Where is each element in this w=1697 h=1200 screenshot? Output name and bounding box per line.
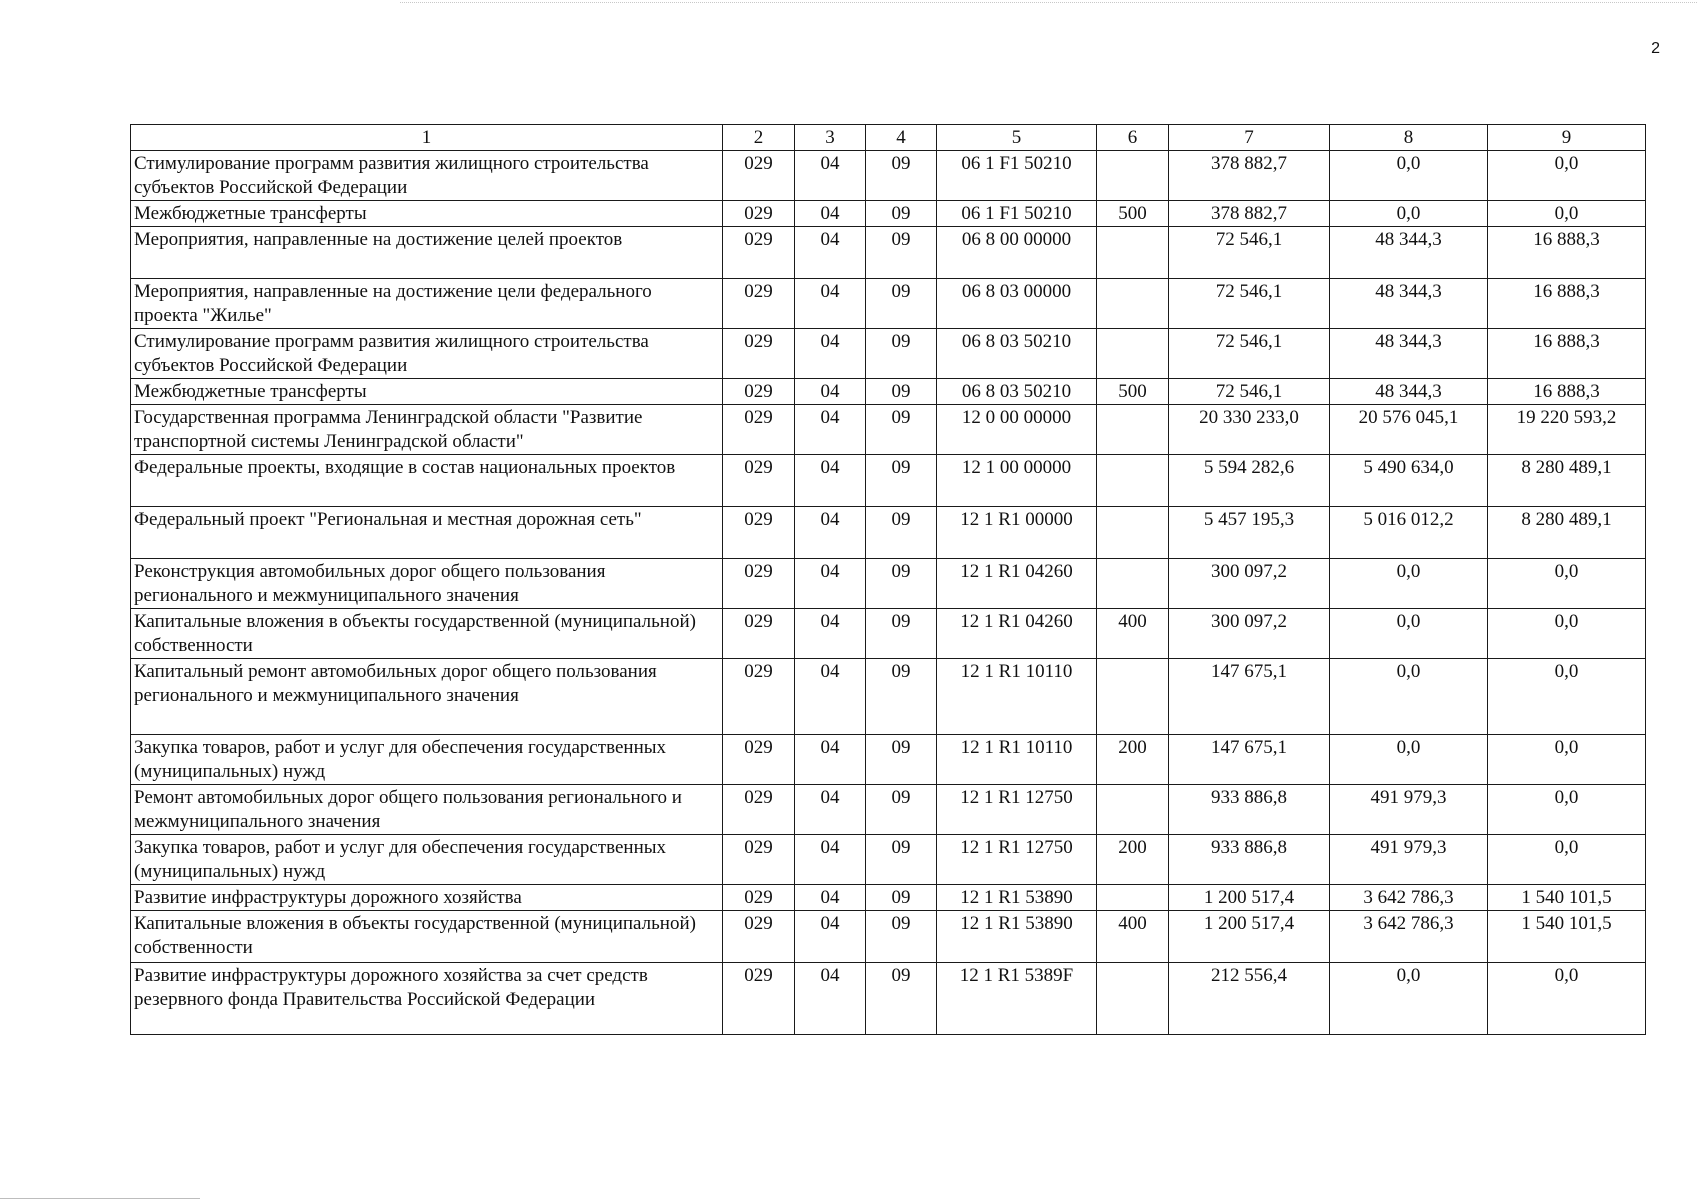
- row-admin-code: 029: [723, 151, 795, 201]
- row-subsection: 09: [866, 835, 937, 885]
- row-expense-type: 200: [1097, 835, 1169, 885]
- row-amount-col7: 300 097,2: [1169, 559, 1330, 609]
- row-section: 04: [795, 911, 866, 963]
- table-row: [131, 455, 1646, 507]
- row-amount-col9: 0,0: [1488, 835, 1646, 885]
- row-name: Ремонт автомобильных дорог общего пользования регионального и межмуниципального значения: [131, 785, 723, 835]
- row-subsection: 09: [866, 227, 937, 279]
- row-section: 04: [795, 735, 866, 785]
- header-cell: 5: [937, 125, 1097, 151]
- row-expense-type: [1097, 559, 1169, 609]
- row-admin-code: 029: [723, 885, 795, 911]
- table-row: [131, 963, 1646, 1035]
- row-amount-col8: 491 979,3: [1330, 835, 1488, 885]
- scan-edge-top: [400, 2, 1697, 3]
- row-target-code: 12 1 R1 12750: [937, 785, 1097, 835]
- row-amount-col7: 72 546,1: [1169, 227, 1330, 279]
- row-amount-col9: 1 540 101,5: [1488, 885, 1646, 911]
- row-target-code: 06 8 03 50210: [937, 329, 1097, 379]
- row-amount-col9: 8 280 489,1: [1488, 507, 1646, 559]
- row-amount-col7: 72 546,1: [1169, 379, 1330, 405]
- row-section: 04: [795, 559, 866, 609]
- row-subsection: 09: [866, 609, 937, 659]
- table-row: [131, 329, 1646, 379]
- row-expense-type: [1097, 329, 1169, 379]
- row-amount-col9: 1 540 101,5: [1488, 911, 1646, 963]
- row-expense-type: [1097, 785, 1169, 835]
- row-admin-code: 029: [723, 609, 795, 659]
- row-expense-type: 400: [1097, 609, 1169, 659]
- page-number: 2: [1651, 40, 1660, 57]
- header-cell: 7: [1169, 125, 1330, 151]
- row-name: Реконструкция автомобильных дорог общего пользования регионального и межмуниципального значения: [131, 559, 723, 609]
- table-row: [131, 227, 1646, 279]
- row-amount-col8: 0,0: [1330, 201, 1488, 227]
- row-section: 04: [795, 785, 866, 835]
- row-amount-col7: 1 200 517,4: [1169, 911, 1330, 963]
- budget-table: [130, 124, 1646, 1035]
- row-subsection: 09: [866, 151, 937, 201]
- row-target-code: 06 8 03 50210: [937, 379, 1097, 405]
- row-subsection: 09: [866, 785, 937, 835]
- row-admin-code: 029: [723, 405, 795, 455]
- header-cell: 4: [866, 125, 937, 151]
- header-cell: 1: [131, 125, 723, 151]
- row-section: 04: [795, 835, 866, 885]
- row-amount-col9: 19 220 593,2: [1488, 405, 1646, 455]
- row-amount-col8: 5 016 012,2: [1330, 507, 1488, 559]
- row-section: 04: [795, 279, 866, 329]
- row-admin-code: 029: [723, 785, 795, 835]
- row-target-code: 12 0 00 00000: [937, 405, 1097, 455]
- row-section: 04: [795, 151, 866, 201]
- row-subsection: 09: [866, 559, 937, 609]
- row-name: Мероприятия, направленные на достижение цели федерального проекта "Жилье": [131, 279, 723, 329]
- table-row: [131, 201, 1646, 227]
- row-target-code: 06 8 00 00000: [937, 227, 1097, 279]
- row-admin-code: 029: [723, 279, 795, 329]
- row-admin-code: 029: [723, 201, 795, 227]
- row-amount-col9: 0,0: [1488, 785, 1646, 835]
- row-subsection: 09: [866, 405, 937, 455]
- table-row: [131, 379, 1646, 405]
- row-expense-type: [1097, 279, 1169, 329]
- row-expense-type: [1097, 659, 1169, 735]
- row-amount-col9: 16 888,3: [1488, 227, 1646, 279]
- table-row: [131, 609, 1646, 659]
- row-name: Развитие инфраструктуры дорожного хозяйства: [131, 885, 723, 911]
- row-amount-col8: 0,0: [1330, 559, 1488, 609]
- row-section: 04: [795, 963, 866, 1035]
- row-expense-type: [1097, 405, 1169, 455]
- row-amount-col8: 491 979,3: [1330, 785, 1488, 835]
- row-amount-col8: 5 490 634,0: [1330, 455, 1488, 507]
- row-name: Развитие инфраструктуры дорожного хозяйства за счет средств резервного фонда Правительства Российской Федерации: [131, 963, 723, 1035]
- header-cell: 8: [1330, 125, 1488, 151]
- row-expense-type: [1097, 507, 1169, 559]
- row-amount-col9: 0,0: [1488, 735, 1646, 785]
- row-target-code: 12 1 00 00000: [937, 455, 1097, 507]
- row-expense-type: 500: [1097, 379, 1169, 405]
- row-amount-col9: 0,0: [1488, 659, 1646, 735]
- row-expense-type: 500: [1097, 201, 1169, 227]
- row-admin-code: 029: [723, 835, 795, 885]
- row-admin-code: 029: [723, 735, 795, 785]
- row-target-code: 12 1 R1 53890: [937, 885, 1097, 911]
- row-admin-code: 029: [723, 911, 795, 963]
- row-name: Стимулирование программ развития жилищного строительства субъектов Российской Федерации: [131, 329, 723, 379]
- row-name: Федеральные проекты, входящие в состав национальных проектов: [131, 455, 723, 507]
- row-amount-col8: 0,0: [1330, 151, 1488, 201]
- row-amount-col7: 300 097,2: [1169, 609, 1330, 659]
- table-row: [131, 911, 1646, 963]
- row-target-code: 12 1 R1 10110: [937, 735, 1097, 785]
- row-target-code: 12 1 R1 53890: [937, 911, 1097, 963]
- row-name: Федеральный проект "Региональная и местная дорожная сеть": [131, 507, 723, 559]
- header-cell: 3: [795, 125, 866, 151]
- row-expense-type: [1097, 455, 1169, 507]
- table-row: [131, 885, 1646, 911]
- row-amount-col9: 16 888,3: [1488, 379, 1646, 405]
- row-amount-col8: 48 344,3: [1330, 227, 1488, 279]
- row-amount-col7: 72 546,1: [1169, 329, 1330, 379]
- row-amount-col7: 378 882,7: [1169, 151, 1330, 201]
- row-name: Межбюджетные трансферты: [131, 201, 723, 227]
- row-subsection: 09: [866, 507, 937, 559]
- row-amount-col9: 0,0: [1488, 151, 1646, 201]
- row-subsection: 09: [866, 329, 937, 379]
- header-cell: 9: [1488, 125, 1646, 151]
- row-admin-code: 029: [723, 227, 795, 279]
- row-amount-col8: 0,0: [1330, 659, 1488, 735]
- row-section: 04: [795, 227, 866, 279]
- row-amount-col8: 20 576 045,1: [1330, 405, 1488, 455]
- row-subsection: 09: [866, 885, 937, 911]
- row-section: 04: [795, 455, 866, 507]
- row-target-code: 12 1 R1 00000: [937, 507, 1097, 559]
- row-amount-col9: 16 888,3: [1488, 329, 1646, 379]
- row-target-code: 06 8 03 00000: [937, 279, 1097, 329]
- row-expense-type: [1097, 885, 1169, 911]
- row-admin-code: 029: [723, 963, 795, 1035]
- row-admin-code: 029: [723, 559, 795, 609]
- table-row: [131, 507, 1646, 559]
- row-target-code: 06 1 F1 50210: [937, 151, 1097, 201]
- row-target-code: 12 1 R1 04260: [937, 609, 1097, 659]
- row-amount-col7: 933 886,8: [1169, 785, 1330, 835]
- row-amount-col7: 147 675,1: [1169, 735, 1330, 785]
- table-row: [131, 405, 1646, 455]
- row-amount-col7: 147 675,1: [1169, 659, 1330, 735]
- row-amount-col9: 16 888,3: [1488, 279, 1646, 329]
- row-amount-col8: 0,0: [1330, 735, 1488, 785]
- row-section: 04: [795, 201, 866, 227]
- table-row: [131, 559, 1646, 609]
- row-name: Закупка товаров, работ и услуг для обеспечения государственных (муниципальных) нужд: [131, 835, 723, 885]
- row-amount-col9: 8 280 489,1: [1488, 455, 1646, 507]
- row-subsection: 09: [866, 963, 937, 1035]
- row-subsection: 09: [866, 659, 937, 735]
- row-name: Закупка товаров, работ и услуг для обеспечения государственных (муниципальных) нужд: [131, 735, 723, 785]
- table-row: [131, 785, 1646, 835]
- row-expense-type: [1097, 151, 1169, 201]
- row-section: 04: [795, 507, 866, 559]
- row-admin-code: 029: [723, 507, 795, 559]
- row-amount-col8: 3 642 786,3: [1330, 885, 1488, 911]
- row-target-code: 12 1 R1 10110: [937, 659, 1097, 735]
- row-subsection: 09: [866, 455, 937, 507]
- row-target-code: 12 1 R1 12750: [937, 835, 1097, 885]
- row-amount-col8: 0,0: [1330, 609, 1488, 659]
- row-expense-type: [1097, 963, 1169, 1035]
- row-amount-col7: 20 330 233,0: [1169, 405, 1330, 455]
- row-amount-col8: 48 344,3: [1330, 379, 1488, 405]
- row-admin-code: 029: [723, 455, 795, 507]
- row-name: Капитальный ремонт автомобильных дорог общего пользования регионального и межмуниципального значения: [131, 659, 723, 735]
- row-name: Межбюджетные трансферты: [131, 379, 723, 405]
- row-target-code: 12 1 R1 5389F: [937, 963, 1097, 1035]
- row-name: Капитальные вложения в объекты государственной (муниципальной) собственности: [131, 609, 723, 659]
- row-target-code: 12 1 R1 04260: [937, 559, 1097, 609]
- table-row: [131, 659, 1646, 735]
- row-section: 04: [795, 885, 866, 911]
- row-amount-col7: 72 546,1: [1169, 279, 1330, 329]
- row-amount-col7: 5 457 195,3: [1169, 507, 1330, 559]
- row-expense-type: [1097, 227, 1169, 279]
- row-amount-col9: 0,0: [1488, 963, 1646, 1035]
- table-row: [131, 151, 1646, 201]
- row-amount-col7: 378 882,7: [1169, 201, 1330, 227]
- row-admin-code: 029: [723, 329, 795, 379]
- scan-edge-bottom: [0, 1198, 200, 1199]
- row-expense-type: 400: [1097, 911, 1169, 963]
- row-admin-code: 029: [723, 659, 795, 735]
- row-name: Капитальные вложения в объекты государственной (муниципальной) собственности: [131, 911, 723, 963]
- table-header-row: [131, 125, 1646, 151]
- row-amount-col9: 0,0: [1488, 559, 1646, 609]
- row-amount-col9: 0,0: [1488, 609, 1646, 659]
- row-section: 04: [795, 609, 866, 659]
- row-section: 04: [795, 379, 866, 405]
- row-amount-col7: 212 556,4: [1169, 963, 1330, 1035]
- row-subsection: 09: [866, 911, 937, 963]
- row-amount-col8: 3 642 786,3: [1330, 911, 1488, 963]
- row-amount-col7: 933 886,8: [1169, 835, 1330, 885]
- row-name: Стимулирование программ развития жилищного строительства субъектов Российской Федерации: [131, 151, 723, 201]
- row-amount-col8: 48 344,3: [1330, 329, 1488, 379]
- row-amount-col9: 0,0: [1488, 201, 1646, 227]
- row-subsection: 09: [866, 735, 937, 785]
- row-target-code: 06 1 F1 50210: [937, 201, 1097, 227]
- table-row: [131, 835, 1646, 885]
- header-cell: 6: [1097, 125, 1169, 151]
- row-name: Государственная программа Ленинградской области "Развитие транспортной системы Ленинградской области": [131, 405, 723, 455]
- row-section: 04: [795, 405, 866, 455]
- row-amount-col8: 48 344,3: [1330, 279, 1488, 329]
- row-subsection: 09: [866, 279, 937, 329]
- row-admin-code: 029: [723, 379, 795, 405]
- table-row: [131, 279, 1646, 329]
- row-amount-col7: 1 200 517,4: [1169, 885, 1330, 911]
- header-cell: 2: [723, 125, 795, 151]
- row-amount-col8: 0,0: [1330, 963, 1488, 1035]
- table-row: [131, 735, 1646, 785]
- row-name: Мероприятия, направленные на достижение целей проектов: [131, 227, 723, 279]
- row-subsection: 09: [866, 379, 937, 405]
- row-expense-type: 200: [1097, 735, 1169, 785]
- row-section: 04: [795, 329, 866, 379]
- row-subsection: 09: [866, 201, 937, 227]
- row-section: 04: [795, 659, 866, 735]
- row-amount-col7: 5 594 282,6: [1169, 455, 1330, 507]
